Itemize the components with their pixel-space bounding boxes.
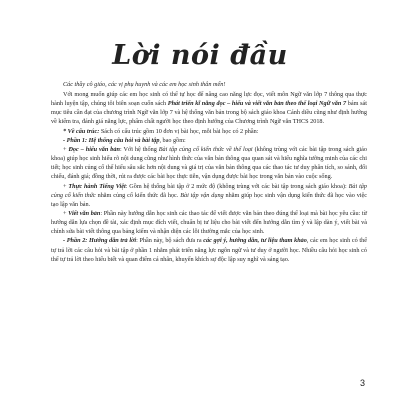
structure-heading: * Về cấu trúc:	[63, 127, 100, 135]
writing-text: : Phần này hướng dẫn học sinh các thao tác để viết được văn bản theo đúng thể loại mà bài học yêu cầu: từ hướng dẫn lựa chọn đề tài, xác định mục đích viết, chuẩn bị tư liệu cho bài viết đến hướng dẫn tìm ý và lập dàn ý, viết bài và chỉnh sửa bài viết thông qua bảng kiểm và nhận diện các lỗi thường mắc của học sinh.	[51, 209, 367, 236]
practice-text-2: nhằm củng cố kiến thức đã học.	[95, 191, 181, 199]
practice-exercise-name-1: Bài tập củng cố kiến thức	[51, 182, 367, 199]
part1-heading-suffix: , bao gồm:	[159, 136, 186, 144]
practice-text-1: : Gồm hệ thống bài tập ở 2 mức độ (không trùng với các bài tập trong sách giáo khoa):	[125, 182, 349, 190]
writing-heading: Viết văn bản	[68, 209, 101, 217]
structure-text: Sách có cấu trúc gồm 10 đơn vị bài học, mỗi bài học có 2 phần:	[99, 127, 259, 135]
reading-text-1: : Với hệ thống	[119, 145, 159, 153]
part2-paragraph	[51, 236, 367, 263]
practice-text-3: nhằm giúp học sinh vận dụng kiến thức đã học vào việc tạo lập văn bản.	[51, 191, 368, 208]
page-title: Lời nói đầu	[112, 40, 288, 71]
reading-heading: Đọc – hiểu văn bản	[68, 145, 120, 153]
part2-heading: - Phần 2: Hướng dẫn trả lời	[63, 237, 137, 245]
page-number: 3	[359, 378, 365, 388]
part2-highlight: các gợi ý, hướng dẫn, tư liệu tham khảo	[203, 237, 307, 245]
reading-paragraph	[51, 145, 367, 182]
book-title-text: Phát triển kĩ năng đọc – hiểu và viết văn bản theo thể loại Ngữ văn 7	[167, 100, 347, 108]
structure-paragraph	[51, 127, 367, 136]
reading-text-2: (không trùng với các bài tập trong sách giáo khoa) giúp học sinh hiểu rõ nội dung cũng như hình thức của văn bản thông qua quan sát và hiểu nghĩa tường minh của các chi tiết; học sinh củng cố thể hiểu sâu sắc hơn nội dung và giá trị của văn bản thông qua các thao tác tư duy phân tích, so sánh, đối chiếu, đánh giá; đồng thời, rút ra được các bài học thực tiễn, vận dụng được bài học trong văn bản vào cuộc sống.	[51, 145, 367, 181]
reading-exercise-name: Bài tập củng cố kiến thức về thể loại	[158, 145, 253, 153]
practice-heading: Thực hành Tiếng Việt	[68, 182, 126, 190]
preface-body	[51, 80, 367, 264]
intro-paragraph	[51, 90, 367, 127]
practice-exercise-name-2: Bài tập vận dụng	[180, 191, 224, 199]
greeting-paragraph: Các thầy cô giáo, các vị phụ huynh và các em học sinh thân mến!	[63, 81, 226, 88]
part1-heading: - Phần 1: Hệ thống câu hỏi và bài tập	[63, 136, 160, 144]
intro-text-1: Với mong muốn giúp các em học sinh có thể tự học để nâng cao năng lực đọc, viết môn Ngữ văn lớp 7 thông qua thực hành luyện tập, chúng tôi biên soạn cuốn sách	[51, 90, 367, 108]
practice-bullet: +	[63, 182, 69, 190]
vietnamese-practice-paragraph	[51, 182, 367, 209]
intro-text-2: bám sát mục tiêu cần đạt của chương trình Ngữ văn lớp 7 và hệ thống văn bản trong bộ sách giáo khoa Cánh diều cũng như định hướng về kiểm tra, đánh giá năng lực, phẩm chất người học theo định hướng của Chương trình Ngữ văn THCS 2018.	[51, 100, 367, 126]
writing-paragraph	[51, 209, 367, 236]
part1-heading-paragraph	[51, 136, 367, 145]
writing-bullet: +	[63, 209, 69, 217]
part2-text-1: : Phần này, bộ sách đưa ra	[136, 237, 204, 245]
part2-text-2: , các em học sinh có thể tự trả lời các câu hỏi và bài tập ở phần 1 nhằm phát triển năng lực ngôn ngữ và tư duy ở người học. Nhiều câu hỏi học sinh có thể tự trả lời theo hiểu biết và quan điểm cá nhân, khuyến khích sự độc lập suy nghĩ và sáng tạo.	[51, 237, 367, 263]
reading-bullet: +	[63, 145, 69, 153]
